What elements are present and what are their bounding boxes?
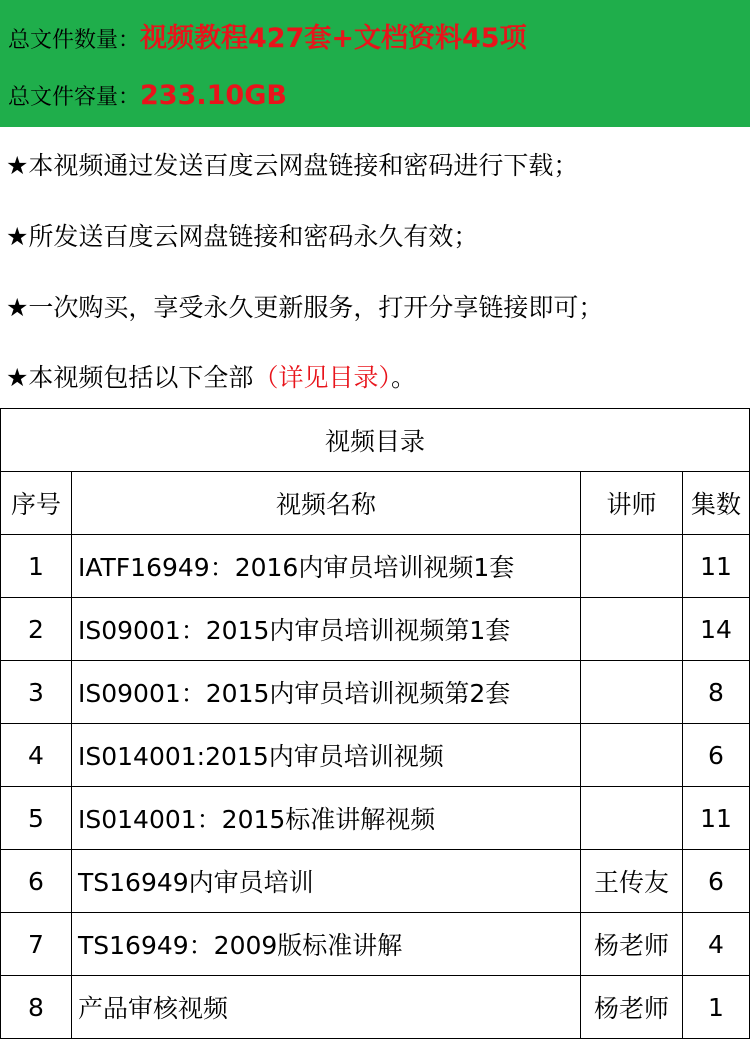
row-index: 7 bbox=[1, 913, 72, 976]
header-teacher: 讲师 bbox=[581, 472, 683, 535]
note-text: 一次购买，享受永久更新服务，打开分享链接即可； bbox=[28, 293, 604, 322]
row-video-name: IATF16949：2016内审员培训视频1套 bbox=[72, 535, 581, 598]
row-episodes: 4 bbox=[683, 913, 750, 976]
star-icon: ★ bbox=[6, 363, 29, 392]
row-index: 8 bbox=[1, 976, 72, 1039]
note-text: 本视频通过发送百度云网盘链接和密码进行下载； bbox=[28, 151, 579, 180]
row-video-name: TS16949内审员培训 bbox=[72, 850, 581, 913]
row-teacher: 杨老师 bbox=[581, 913, 683, 976]
note-text: 所发送百度云网盘链接和密码永久有效； bbox=[28, 222, 479, 251]
table-row bbox=[1, 724, 750, 787]
header-index: 序号 bbox=[1, 472, 72, 535]
row-index: 1 bbox=[1, 535, 72, 598]
table-row bbox=[1, 787, 750, 850]
star-icon: ★ bbox=[6, 151, 29, 180]
table-header-row bbox=[1, 472, 750, 535]
row-video-name: 产品审核视频 bbox=[72, 976, 581, 1039]
summary-banner bbox=[0, 0, 750, 127]
row-index: 2 bbox=[1, 598, 72, 661]
table-title-row bbox=[1, 409, 750, 472]
row-episodes: 6 bbox=[683, 724, 750, 787]
table-row bbox=[1, 598, 750, 661]
table-row bbox=[1, 850, 750, 913]
row-teacher: 王传友 bbox=[581, 850, 683, 913]
file-count-label: 总文件数量： bbox=[8, 28, 141, 53]
table-row bbox=[1, 913, 750, 976]
row-index: 4 bbox=[1, 724, 72, 787]
row-teacher bbox=[581, 598, 683, 661]
row-episodes: 1 bbox=[683, 976, 750, 1039]
header-episodes: 集数 bbox=[683, 472, 750, 535]
note-tail: 。 bbox=[390, 363, 416, 392]
header-video-name: 视频名称 bbox=[72, 472, 581, 535]
file-size-row bbox=[8, 80, 287, 111]
row-episodes: 14 bbox=[683, 598, 750, 661]
table-title: 视频目录 bbox=[1, 409, 750, 472]
file-count-value: 视频教程427套+文档资料45项 bbox=[140, 23, 527, 54]
table-row bbox=[1, 976, 750, 1039]
note-contents bbox=[6, 358, 416, 394]
row-video-name: IS09001：2015内审员培训视频第1套 bbox=[72, 598, 581, 661]
star-icon: ★ bbox=[6, 293, 29, 322]
row-index: 6 bbox=[1, 850, 72, 913]
row-video-name: TS16949：2009版标准讲解 bbox=[72, 913, 581, 976]
row-index: 5 bbox=[1, 787, 72, 850]
video-catalog-table bbox=[0, 408, 750, 1039]
row-episodes: 6 bbox=[683, 850, 750, 913]
row-episodes: 11 bbox=[683, 535, 750, 598]
row-video-name: IS09001：2015内审员培训视频第2套 bbox=[72, 661, 581, 724]
file-size-label: 总文件容量： bbox=[8, 85, 141, 110]
row-index: 3 bbox=[1, 661, 72, 724]
row-episodes: 8 bbox=[683, 661, 750, 724]
table-row bbox=[1, 661, 750, 724]
note-updates bbox=[6, 288, 603, 324]
note-download bbox=[6, 146, 578, 182]
file-count-row bbox=[8, 16, 527, 55]
star-icon: ★ bbox=[6, 222, 29, 251]
row-teacher bbox=[581, 787, 683, 850]
table-row bbox=[1, 535, 750, 598]
row-video-name: IS014001：2015标准讲解视频 bbox=[72, 787, 581, 850]
file-size-value: 233.10GB bbox=[140, 80, 287, 111]
row-teacher bbox=[581, 724, 683, 787]
catalog-link-text: （详见目录） bbox=[253, 363, 391, 392]
row-teacher bbox=[581, 661, 683, 724]
row-video-name: IS014001:2015内审员培训视频 bbox=[72, 724, 581, 787]
row-teacher: 杨老师 bbox=[581, 976, 683, 1039]
note-text: 本视频包括以下全部 bbox=[28, 363, 254, 392]
row-episodes: 11 bbox=[683, 787, 750, 850]
note-permanent-link bbox=[6, 217, 478, 253]
row-teacher bbox=[581, 535, 683, 598]
